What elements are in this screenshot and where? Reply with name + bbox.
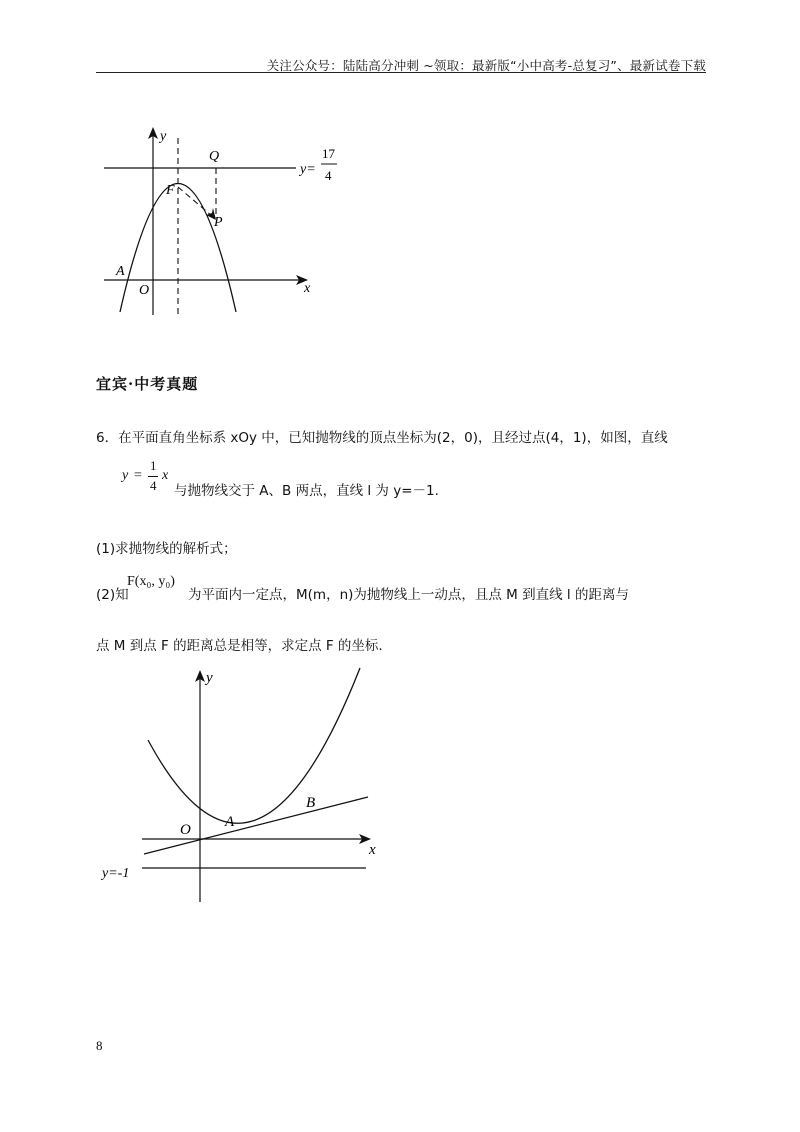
sub-question-1: (1)求抛物线的解析式；	[96, 541, 237, 557]
page-number: 8	[96, 1038, 103, 1053]
fig1-label-a: A	[116, 264, 125, 279]
header-divider	[96, 72, 706, 73]
fig1-label-q: Q	[209, 149, 220, 164]
sub-question-2-label: (2)知	[96, 587, 129, 603]
section-title: 宜宾·中考真题	[96, 375, 199, 393]
figure-2-parabola-line-diagram	[96, 664, 396, 904]
sub-question-2-text: 为平面内一定点，M(m，n)为抛物线上一动点，且点 M 到直线 l 的距离与	[188, 587, 629, 603]
fig1-line-label-num: 17	[322, 146, 335, 161]
fig1-f-p-dashed	[178, 187, 212, 216]
line2-fraction-denominator: 4	[150, 478, 157, 493]
figure-1-parabola-diagram	[96, 120, 346, 320]
line2-equals: =	[134, 468, 142, 483]
fig1-label-o: O	[139, 283, 150, 298]
line2-fraction-bar	[148, 476, 158, 477]
fig2-label-a: A	[225, 814, 235, 830]
fig2-label-line-y-minus-1: y=-1	[102, 866, 130, 881]
fig2-label-o: O	[180, 822, 191, 838]
page-header: 关注公众号：陆陆高分冲刺 ~领取：最新版“小中高考-总复习”、最新试卷下载	[266, 58, 706, 73]
fig1-label-p: P	[214, 215, 223, 230]
fig1-label-y: y	[160, 129, 167, 144]
fig2-parabola-curve	[148, 668, 360, 823]
line2-fraction-numerator: 1	[150, 458, 157, 473]
line2-text: 与抛物线交于 A、B 两点，直线 l 为 y=－1.	[174, 483, 439, 499]
fig2-line-y-quarter-x	[144, 797, 368, 854]
sub-question-2-continued: 点 M 到点 F 的距离总是相等，求定点 F 的坐标.	[96, 638, 383, 654]
fig1-label-f: F	[166, 183, 175, 198]
fig1-line-label-den: 4	[325, 168, 332, 183]
fig1-line-label-prefix: y=	[300, 162, 316, 177]
fig1-label-x: x	[304, 281, 311, 296]
sub-question-2-point-f: F(x₀, y₀)	[127, 574, 175, 589]
fig2-label-b: B	[306, 795, 316, 811]
line2-x-var: x	[162, 468, 169, 483]
line2-y-var: y	[122, 468, 129, 483]
fig2-label-x: x	[369, 842, 376, 858]
fig2-label-y: y	[206, 670, 213, 686]
problem-line-1: 6．在平面直角坐标系 xOy 中，已知抛物线的顶点坐标为(2，0)，且经过点(4，1)，如图，直线	[96, 430, 668, 446]
